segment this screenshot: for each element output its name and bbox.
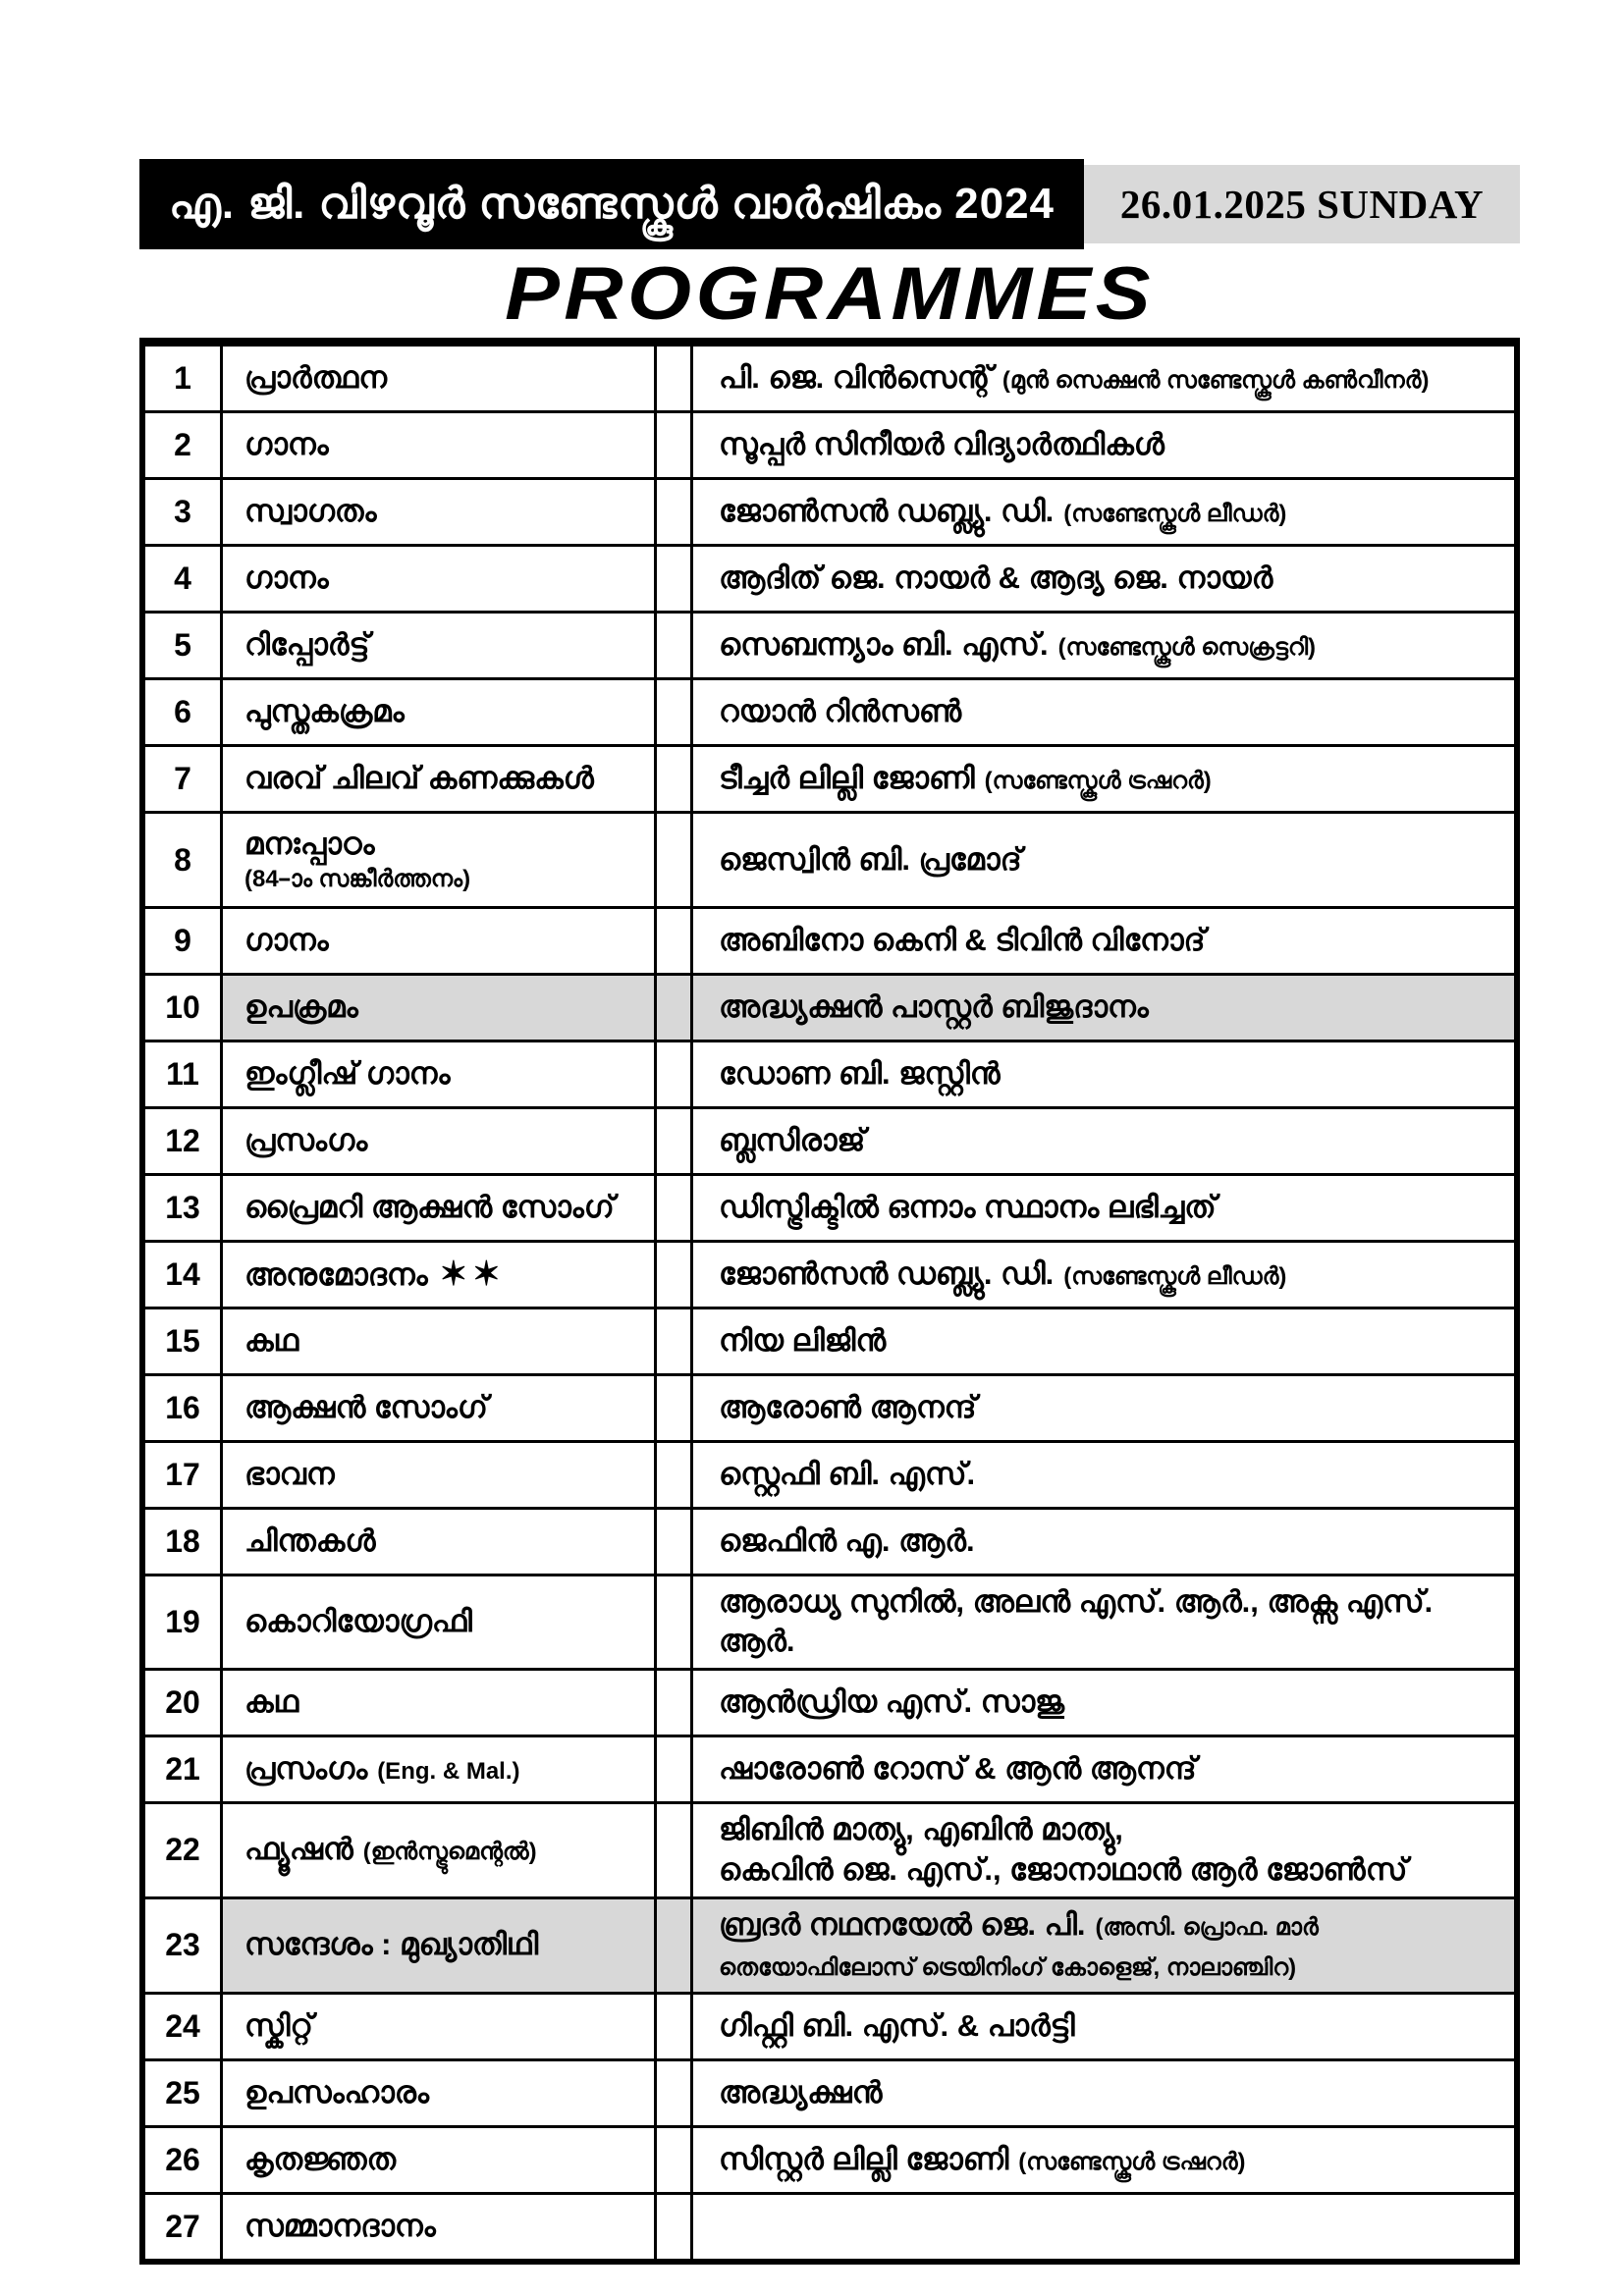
value-cell (693, 909, 1514, 973)
row-number: 7 (145, 747, 223, 811)
performer-name: ജോൺസൻ ഡബ്ല്യു. ഡി. (719, 494, 1055, 529)
spacer-cell (657, 680, 693, 744)
performer-note: (അസി. പ്രൊഫ. മാർ തെയോഫിലോസ് ട്രെയിനിംഗ് കോളെജ്, നാലാഞ്ചിറ) (719, 1914, 1319, 1981)
performer-line (719, 625, 1498, 665)
performer-line (719, 1321, 1498, 1361)
table-row (145, 614, 1514, 680)
performer-line (719, 1188, 1498, 1227)
item-label: വരവ് ചിലവ് കണക്കുകൾ (244, 761, 594, 796)
spacer-cell (657, 1671, 693, 1735)
value-cell (693, 1576, 1514, 1668)
performer-line (719, 692, 1498, 731)
item-cell (223, 2061, 657, 2125)
item-label: റിപ്പോർട്ട് (244, 627, 370, 663)
value-cell (693, 1309, 1514, 1373)
value-cell (693, 1899, 1514, 1992)
event-title-bar (139, 159, 1084, 249)
value-cell (693, 480, 1514, 544)
item-line (244, 988, 644, 1027)
spacer-cell (657, 2128, 693, 2192)
performer-name: സ്റ്റെഫി ബി. എസ്. (719, 1457, 976, 1492)
table-row (145, 413, 1514, 480)
performer-name: ഷാരോൺ റോസ് & ആൻ ആനന്ദ് (719, 1750, 1197, 1786)
value-cell (693, 1995, 1514, 2058)
performer-name: അബിനോ കെനി & ടിവിൻ വിനോദ് (719, 923, 1206, 958)
item-line (244, 1831, 644, 1869)
value-cell (693, 614, 1514, 677)
item-cell (223, 1109, 657, 1173)
spacer-cell (657, 909, 693, 973)
spacer-cell (657, 1899, 693, 1992)
spacer-cell (657, 976, 693, 1040)
performer-name: ജെസ്വിൻ ബി. പ്രമോദ് (719, 841, 1022, 877)
item-cell (223, 1510, 657, 1574)
item-label: ചിന്തകൾ (244, 1523, 376, 1559)
item-cell (223, 1737, 657, 1801)
performer-note: (സണ്ടേസ്കൂൾ ലീഡർ) (1063, 501, 1287, 528)
row-number: 13 (145, 1176, 223, 1240)
item-line (244, 1683, 644, 1722)
item-line (244, 1456, 644, 1494)
value-cell (693, 2061, 1514, 2125)
item-label: ഉപസംഹാരം (244, 2074, 429, 2109)
row-number: 19 (145, 1576, 223, 1668)
item-cell (223, 1899, 657, 1992)
item-cell (223, 1671, 657, 1735)
item-label: ഇംഗ്ലീഷ് ഗാനം (244, 1056, 451, 1092)
spacer-cell (657, 1995, 693, 2058)
performer-name: അദ്ധ്യക്ഷൻ പാസ്റ്റർ ബിജുദാനം (719, 989, 1149, 1025)
item-line (244, 1254, 644, 1296)
spacer-cell (657, 1804, 693, 1896)
item-cell (223, 347, 657, 410)
performer-note: (സണ്ടേസ്കൂൾ ട്രഷറർ) (1018, 2148, 1246, 2175)
row-number: 27 (145, 2195, 223, 2259)
row-number: 21 (145, 1737, 223, 1801)
value-cell (693, 1109, 1514, 1173)
value-cell (693, 1737, 1514, 1801)
performer-line (719, 1905, 1498, 1985)
table-row (145, 2128, 1514, 2195)
item-line (244, 1055, 644, 1094)
table-row (145, 547, 1514, 614)
item-cell (223, 976, 657, 1040)
performer-name: ബ്രദർ നഥനയേൽ ജെ. പി. (719, 1907, 1086, 1943)
performer-line (719, 1054, 1498, 1094)
value-cell (693, 814, 1514, 906)
item-label: അനുമോദനം (244, 1257, 428, 1293)
item-cell (223, 1443, 657, 1507)
item-line (244, 426, 644, 464)
item-label: ഗാനം (244, 427, 329, 462)
event-title: എ. ജി. വിഴവൂർ സണ്ടേസ്കൂൾ വാർഷികം 2024 (168, 180, 1056, 228)
table-row (145, 1671, 1514, 1737)
spacer-cell (657, 1042, 693, 1106)
item-cell (223, 1176, 657, 1240)
row-number: 9 (145, 909, 223, 973)
value-cell (693, 1804, 1514, 1896)
row-number: 18 (145, 1510, 223, 1574)
item-label: പ്രസംഗം (244, 1750, 368, 1786)
row-number: 16 (145, 1376, 223, 1440)
spacer-cell (657, 480, 693, 544)
item-subtext: (84–ാം സങ്കീർത്തനം) (244, 866, 471, 893)
item-line (244, 1603, 644, 1641)
page-title: PROGRAMMES (505, 252, 1155, 336)
performer-name: പി. ജെ. വിൻസെന്റ് (719, 360, 993, 396)
item-label: സ്കിറ്റ് (244, 2007, 313, 2043)
item-label: സന്ദേശം : മുഖ്യാതിഥി (244, 1927, 539, 1962)
performer-line (719, 1255, 1498, 1294)
performer-name: ജോൺസൻ ഡബ്ല്യു. ഡി. (719, 1256, 1055, 1292)
performer-line (719, 1582, 1498, 1662)
item-cell (223, 2128, 657, 2192)
value-cell (693, 2195, 1514, 2259)
spacer-cell (657, 2061, 693, 2125)
item-line (244, 1926, 644, 1964)
row-number: 20 (145, 1671, 223, 1735)
spacer-cell (657, 1176, 693, 1240)
performer-name: ഡിസ്ട്രിക്ടിൽ ഒന്നാം സ്ഥാനം ലഭിച്ചത് (719, 1190, 1217, 1225)
table-row (145, 1899, 1514, 1995)
performer-line (719, 492, 1498, 531)
item-label: പുസ്തകക്രമം (244, 694, 405, 729)
item-cell (223, 413, 657, 477)
item-cell (223, 1576, 657, 1668)
row-number: 10 (145, 976, 223, 1040)
item-label: ഭാവന (244, 1457, 335, 1492)
table-row (145, 976, 1514, 1042)
spacer-cell (657, 1443, 693, 1507)
value-cell (693, 347, 1514, 410)
value-cell (693, 2128, 1514, 2192)
item-note: (ഇൻസ്ട്രുമെന്റൽ) (362, 1839, 537, 1866)
item-cell (223, 1309, 657, 1373)
performer-name: ജിബിൻ മാത്യു, എബിൻ മാത്യു, (719, 1812, 1123, 1847)
item-line (244, 2007, 644, 2046)
spacer-cell (657, 1376, 693, 1440)
item-label: ഗാനം (244, 561, 329, 596)
spacer-cell (657, 1109, 693, 1173)
performer-name: റയാൻ റിൻസൺ (719, 694, 962, 729)
table-row (145, 1376, 1514, 1443)
item-line (244, 1389, 644, 1427)
row-number: 5 (145, 614, 223, 677)
performer-note: (സണ്ടേസ്കൂൾ സെക്രട്ടറി) (1057, 634, 1317, 662)
row-number: 25 (145, 2061, 223, 2125)
table-row (145, 347, 1514, 413)
item-label: സമ്മാനദാനം (244, 2208, 436, 2243)
date-box (1084, 165, 1520, 243)
row-number: 23 (145, 1899, 223, 1992)
table-row (145, 1804, 1514, 1899)
performer-name: സൂപ്പർ സിനീയർ വിദ്യാർത്ഥികൾ (719, 427, 1164, 462)
performer-line2: കെവിൻ ജെ. എസ്., ജോനാഥാൻ ആർ ജോൺസ് (719, 1851, 1408, 1887)
performer-name: ഗിഫ്റ്റി ബി. എസ്. & പാർട്ടി (719, 2007, 1075, 2043)
value-cell (693, 1443, 1514, 1507)
item-cell (223, 547, 657, 611)
performer-line (719, 1810, 1498, 1849)
table-row (145, 814, 1514, 909)
performer-name: ആൻഡ്രിയ എസ്. സാജു (719, 1683, 1065, 1719)
spacer-cell (657, 2195, 693, 2259)
item-label: പ്രസംഗം (244, 1123, 368, 1158)
item-label: സ്വാഗതം (244, 494, 377, 529)
performer-name: ഡോണ ബി. ജസ്റ്റിൻ (719, 1056, 1001, 1092)
item-line (244, 1522, 644, 1561)
performer-line (719, 2140, 1498, 2179)
value-cell (693, 1176, 1514, 1240)
performer-name: ആദിത് ജെ. നായർ & ആദ്യ ജെ. നായർ (719, 561, 1273, 596)
item-cell (223, 614, 657, 677)
table-row (145, 747, 1514, 814)
item-line (244, 922, 644, 960)
item-line (244, 1122, 644, 1160)
performer-line (719, 1749, 1498, 1789)
table-row (145, 1109, 1514, 1176)
performer-name: അദ്ധ്യക്ഷൻ (719, 2074, 883, 2109)
row-number: 24 (145, 1995, 223, 2058)
item-label: കഥ (244, 1323, 299, 1359)
table-row (145, 680, 1514, 747)
star-icon: ✶✶ (439, 1255, 506, 1294)
performer-line (719, 425, 1498, 464)
value-cell (693, 976, 1514, 1040)
table-row (145, 1737, 1514, 1804)
item-line (244, 1750, 644, 1789)
item-line (244, 2141, 644, 2179)
item-line (244, 826, 644, 864)
item-line (244, 760, 644, 798)
item-label: കഥ (244, 1683, 299, 1719)
performer-line (719, 921, 1498, 960)
item-line (244, 493, 644, 531)
performer-line (719, 1682, 1498, 1722)
row-number: 4 (145, 547, 223, 611)
item-cell (223, 680, 657, 744)
value-cell (693, 680, 1514, 744)
item-cell (223, 1376, 657, 1440)
table-row (145, 1995, 1514, 2061)
performer-note: (മുൻ സെക്ഷൻ സണ്ടേസ്കൂൾ കൺവീനർ) (1001, 367, 1430, 395)
item-label: ആക്ഷൻ സോംഗ് (244, 1390, 488, 1425)
row-number: 8 (145, 814, 223, 906)
item-line (244, 693, 644, 731)
row-number: 6 (145, 680, 223, 744)
row-number: 3 (145, 480, 223, 544)
performer-name: നിയ ലിജിൻ (719, 1323, 887, 1359)
item-cell (223, 1042, 657, 1106)
item-line (244, 1322, 644, 1361)
table-row (145, 2061, 1514, 2128)
row-number: 2 (145, 413, 223, 477)
spacer-cell (657, 1576, 693, 1668)
spacer-cell (657, 1243, 693, 1307)
item-label: ഉപക്രമം (244, 989, 358, 1025)
item-label: പ്രാർത്ഥന (244, 360, 387, 396)
item-cell (223, 1243, 657, 1307)
performer-line (719, 759, 1498, 798)
item-cell (223, 747, 657, 811)
row-number: 12 (145, 1109, 223, 1173)
item-cell (223, 1804, 657, 1896)
performer-name: ജെഫിൻ എ. ആർ. (719, 1523, 975, 1559)
spacer-cell (657, 614, 693, 677)
row-number: 15 (145, 1309, 223, 1373)
item-label: കൊറിയോഗ്രഫി (244, 1603, 472, 1638)
performer-name: ആരോൺ ആനന്ദ് (719, 1390, 977, 1425)
performer-name: ആരാധ്യ സുനിൽ, അലൻ എസ്. ആർ., അക്സ എസ്. ആർ. (719, 1584, 1434, 1659)
performer-line (719, 2006, 1498, 2046)
event-date: 26.01.2025 SUNDAY (1119, 182, 1485, 227)
row-number: 22 (145, 1804, 223, 1896)
performer-line (719, 1522, 1498, 1561)
programme-table (139, 338, 1520, 2265)
item-cell (223, 909, 657, 973)
performer-line (719, 840, 1498, 880)
item-line (244, 1189, 644, 1227)
row-number: 17 (145, 1443, 223, 1507)
performer-line (719, 1455, 1498, 1494)
table-row (145, 909, 1514, 976)
table-row (145, 1042, 1514, 1109)
performer-line (719, 1388, 1498, 1427)
table-row (145, 1443, 1514, 1510)
performer-note: (സണ്ടേസ്കൂൾ ട്രഷറർ) (984, 768, 1212, 795)
spacer-cell (657, 1510, 693, 1574)
table-row (145, 1309, 1514, 1376)
table-row (145, 480, 1514, 547)
item-line (244, 2208, 644, 2246)
performer-line (719, 559, 1498, 598)
table-row (145, 2195, 1514, 2259)
item-label: കൃതജ്ഞത (244, 2141, 397, 2176)
item-label: ഫ്യൂഷൻ (244, 1832, 353, 1867)
item-cell (223, 480, 657, 544)
value-cell (693, 547, 1514, 611)
performer-name: സിസ്റ്റർ ലില്ലി ജോണി (719, 2141, 1009, 2176)
value-cell (693, 747, 1514, 811)
table-row (145, 1510, 1514, 1576)
item-cell (223, 2195, 657, 2259)
row-number: 1 (145, 347, 223, 410)
spacer-cell (657, 814, 693, 906)
value-cell (693, 1671, 1514, 1735)
item-cell (223, 1995, 657, 2058)
header (139, 159, 1520, 249)
item-line (244, 626, 644, 665)
value-cell (693, 1376, 1514, 1440)
item-cell (223, 814, 657, 906)
performer-name: ടീച്ചർ ലില്ലി ജോണി (719, 761, 975, 796)
spacer-cell (657, 1737, 693, 1801)
item-label: ഗാനം (244, 923, 329, 958)
performer-line (719, 1121, 1498, 1160)
spacer-cell (657, 1309, 693, 1373)
value-cell (693, 413, 1514, 477)
performer-line (719, 358, 1498, 398)
spacer-cell (657, 347, 693, 410)
value-cell (693, 1243, 1514, 1307)
value-cell (693, 1510, 1514, 1574)
spacer-cell (657, 747, 693, 811)
row-number: 11 (145, 1042, 223, 1106)
performer-name: സെബന്ന്യാം ബി. എസ്. (719, 627, 1049, 663)
performer-line (719, 2073, 1498, 2112)
item-line (244, 2074, 644, 2112)
value-cell (693, 1042, 1514, 1106)
row-number: 14 (145, 1243, 223, 1307)
item-note: (Eng. & Mal.) (377, 1757, 520, 1785)
performer-name: ബ്ലസിരാജ് (719, 1123, 866, 1158)
spacer-cell (657, 413, 693, 477)
item-line (244, 560, 644, 598)
item-label: പ്രൈമറി ആക്ഷൻ സോംഗ് (244, 1190, 615, 1225)
item-line (244, 359, 644, 398)
row-number: 26 (145, 2128, 223, 2192)
spacer-cell (657, 547, 693, 611)
item-label: മനഃപ്പാഠം (244, 826, 375, 861)
table-row (145, 1176, 1514, 1243)
table-row (145, 1576, 1514, 1671)
performer-line (719, 988, 1498, 1027)
table-row (145, 1243, 1514, 1309)
performer-note: (സണ്ടേസ്കൂൾ ലീഡർ) (1063, 1263, 1287, 1291)
